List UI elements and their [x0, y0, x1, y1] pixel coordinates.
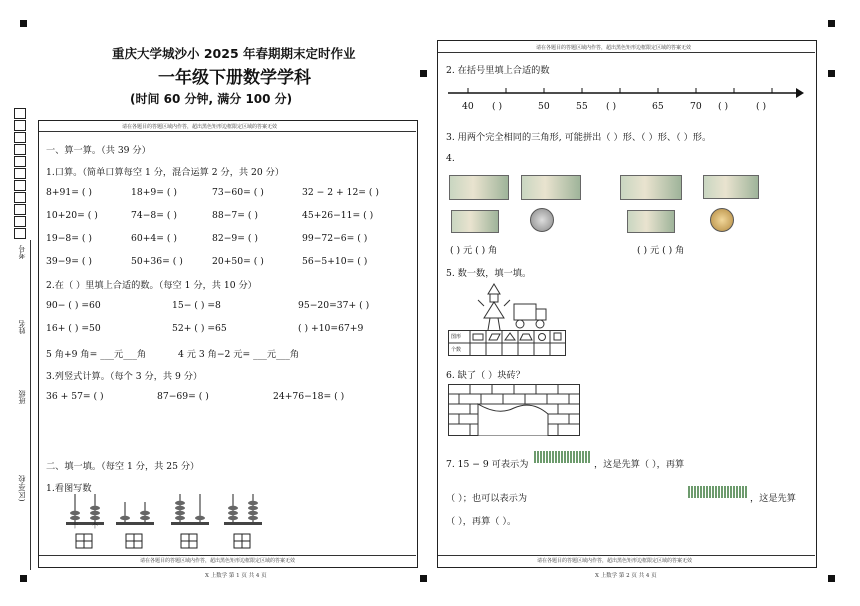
nl-blank[interactable]: ( ): [492, 101, 503, 112]
r-q7-line1a: 7. 15 − 9 可表示为: [446, 459, 529, 470]
abacus-tens-label: 十: [72, 523, 79, 530]
class-label: 班级: [18, 390, 26, 404]
equation[interactable]: 52+ ( ) =65: [172, 323, 227, 334]
banknote-image: [703, 175, 759, 199]
equation[interactable]: 10+20= ( ): [46, 210, 98, 221]
equation[interactable]: 32 − 2 + 12= ( ): [302, 187, 380, 198]
section-2-title: 二、填一填。（每空 1 分，共 25 分）: [46, 461, 200, 472]
number-line: [448, 86, 804, 100]
r-q6-title: 6. 缺了（ ）块砖？: [446, 370, 525, 381]
r-q3: 3. 用两个完全相同的三角形, 可能拼出（ ）形、（ ）形、（ ）形。: [446, 132, 712, 143]
right-footer: X 上数学 第 2 页 共 4 页: [595, 573, 657, 579]
money-answer[interactable]: ( ) 元 ( ) 角: [637, 245, 685, 256]
abacus-question: 1.看图写数: [46, 483, 92, 494]
corner-mark: [420, 70, 427, 77]
corner-mark: [20, 20, 27, 27]
equation[interactable]: 99−72−6= ( ): [302, 233, 368, 244]
r-q5-title: 5. 数一数，填一填。: [446, 268, 532, 279]
equation[interactable]: 60+4= ( ): [131, 233, 177, 244]
money-answer[interactable]: ( ) 元 ( ) 角: [450, 245, 498, 256]
school-label: (区)学校: [18, 475, 26, 502]
money-equation[interactable]: 4 元 3 角−2 元= ___元___角: [178, 349, 300, 360]
coin-image: [530, 208, 554, 232]
vertical-calc[interactable]: 36 + 57= ( ): [46, 391, 104, 402]
equation[interactable]: 16+ ( ) =50: [46, 323, 101, 334]
nl-label: 50: [538, 101, 550, 112]
abacus-ones-label: 个: [92, 523, 99, 530]
counting-sticks-image: [688, 486, 748, 498]
counting-sticks-image: [534, 451, 590, 463]
table-header-label: 图形: [451, 334, 462, 340]
exam-no-label: 考号: [18, 245, 26, 259]
robot-truck-figure: [470, 282, 550, 332]
left-notice-bottom-line: [39, 555, 416, 556]
table-row-label: 个数: [451, 347, 462, 353]
page-subtitle: (时间 60 分钟, 满分 100 分): [130, 92, 293, 106]
shape-count-table[interactable]: [448, 330, 566, 356]
brick-wall-figure: [448, 384, 580, 436]
banknote-image: [449, 175, 509, 200]
q1-title: 1.口算。（简单口算每空 1 分，混合运算 2 分，共 20 分）: [46, 167, 285, 178]
nl-blank[interactable]: ( ): [718, 101, 729, 112]
equation[interactable]: 50+36= ( ): [131, 256, 183, 267]
section-1-title: 一、算一算。（共 39 分）: [46, 145, 151, 156]
page-title: 一年级下册数学学科: [158, 68, 311, 88]
equation[interactable]: 15− ( ) =8: [172, 300, 221, 311]
corner-mark: [828, 70, 835, 77]
nl-blank[interactable]: ( ): [606, 101, 617, 112]
money-equation[interactable]: 5 角+9 角= ___元___角: [46, 349, 147, 360]
right-notice-bottom: 请在各题目的答题区域内作答，超出黑色矩形边框限定区域的答案无效: [537, 558, 693, 564]
equation[interactable]: 39−9= ( ): [46, 256, 92, 267]
binding-line: [30, 240, 31, 570]
left-notice-line: [39, 131, 416, 132]
equation[interactable]: 20+50= ( ): [212, 256, 264, 267]
nl-label: 65: [652, 101, 664, 112]
vertical-calc[interactable]: 24+76−18= ( ): [273, 391, 345, 402]
nl-label: 55: [576, 101, 588, 112]
r-q4-title: 4.: [446, 153, 455, 164]
equation[interactable]: 19−8= ( ): [46, 233, 92, 244]
equation[interactable]: 82−9= ( ): [212, 233, 258, 244]
r-q2-title: 2. 在括号里填上合适的数: [446, 65, 550, 76]
equation[interactable]: 88−7= ( ): [212, 210, 258, 221]
equation[interactable]: 18+9= ( ): [131, 187, 177, 198]
corner-mark: [828, 575, 835, 582]
equation[interactable]: 73−60= ( ): [212, 187, 264, 198]
nl-label: 40: [462, 101, 474, 112]
q3-title: 3.列竖式计算。（每个 3 分，共 9 分）: [46, 371, 203, 382]
r-q7-line1b: ，这是先算（ ），再算: [594, 459, 685, 470]
equation[interactable]: 74−8= ( ): [131, 210, 177, 221]
r-q7-line2b: ，这是先算: [750, 493, 796, 504]
name-label: 姓名: [18, 320, 26, 334]
corner-mark: [20, 575, 27, 582]
q2-title: 2.在（ ）里填上合适的数。（每空 1 分，共 10 分）: [46, 280, 257, 291]
equation[interactable]: 8+91= ( ): [46, 187, 92, 198]
vertical-calc[interactable]: 87−69= ( ): [157, 391, 209, 402]
equation[interactable]: 95−20=37+ ( ): [298, 300, 370, 311]
corner-mark: [420, 575, 427, 582]
nl-label: 70: [690, 101, 702, 112]
right-notice-line: [438, 52, 815, 53]
right-notice-bottom-line: [438, 555, 815, 556]
equation[interactable]: 56−5+10= ( ): [302, 256, 368, 267]
equation[interactable]: 90− ( ) =60: [46, 300, 101, 311]
r-q7-line3: （ ），再算（ ）。: [446, 516, 517, 527]
nl-blank[interactable]: ( ): [756, 101, 767, 112]
left-notice-top: 请在各题目的答题区域内作答，超出黑色矩形边框限定区域的答案无效: [122, 124, 278, 130]
left-footer: X 上数学 第 1 页 共 4 页: [205, 573, 267, 579]
coin-image: [710, 208, 734, 232]
equation[interactable]: ( ) +10=67+9: [298, 323, 364, 334]
right-notice-top: 请在各题目的答题区域内作答，超出黑色矩形边框限定区域的答案无效: [536, 45, 692, 51]
banknote-image: [627, 210, 675, 233]
school-header: 重庆大学城沙小 2025 年春期期末定时作业: [112, 46, 356, 61]
banknote-image: [451, 210, 499, 233]
equation[interactable]: 45+26−11= ( ): [302, 210, 374, 221]
banknote-image: [521, 175, 581, 200]
left-notice-bottom: 请在各题目的答题区域内作答，超出黑色矩形边框限定区域的答案无效: [140, 558, 296, 564]
corner-mark: [828, 20, 835, 27]
r-q7-line2a: （ ）；也可以表示为: [446, 493, 528, 504]
banknote-image: [620, 175, 682, 200]
